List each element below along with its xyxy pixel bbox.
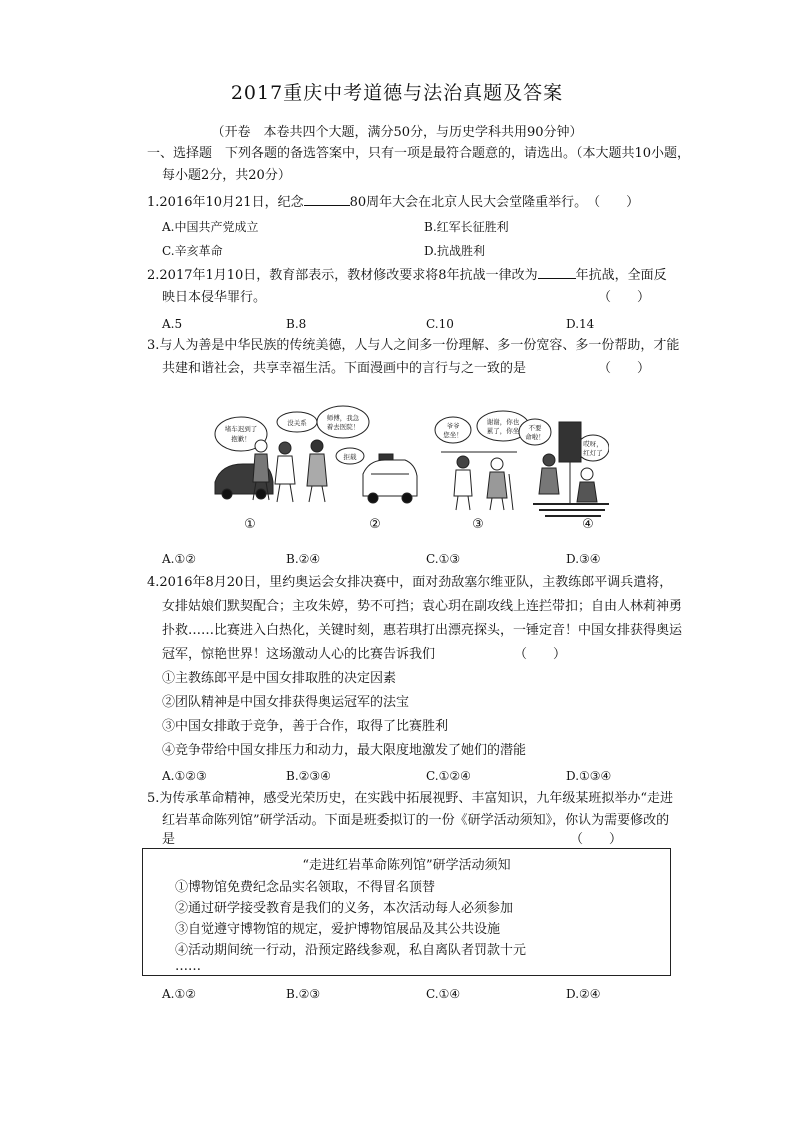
comic-panel-3: [435, 411, 529, 532]
question-2-stem-part-b: 年抗战，全面反: [575, 268, 667, 283]
question-2-stem-cont: 映日本侵华罪行。: [162, 290, 267, 305]
bubble-text: 累了，你坐: [486, 427, 520, 435]
wheel-icon: [256, 489, 266, 499]
page-title: 2017重庆中考道德与法治真题及答案: [230, 82, 564, 104]
person-body-icon: [275, 456, 295, 484]
option-b: B.②③: [286, 987, 321, 1001]
panel-label: ①: [244, 517, 256, 532]
crosswalk-icon: [533, 504, 609, 516]
answer-paren: （ ）: [598, 290, 651, 305]
option-d: D.14: [566, 317, 595, 331]
panel-label: ③: [472, 517, 484, 532]
option-c: C.辛亥革命: [162, 244, 223, 258]
notice-item-1: ①博物馆免费纪念品实名领取，不得冒名顶替: [175, 880, 436, 895]
notice-item-3: ③自觉遵守博物馆的规定，爱护博物馆展品及其公共设施: [175, 922, 501, 937]
panel-label: ②: [369, 517, 381, 532]
person-head-icon: [457, 456, 469, 468]
question-1-stem-part-b: 80周年大会在北京人民大会堂隆重举行。 （ ）: [349, 195, 640, 210]
person-head-icon: [311, 440, 323, 452]
speech-bubble: [435, 417, 471, 443]
wheel-icon: [368, 493, 378, 503]
question-4-stem-cont: 女排姑娘们默契配合；主攻朱婷，势不可挡；袁心玥在副攻线上连拦带扣；自由人林莉神勇: [162, 599, 683, 614]
option-c: C.①③: [426, 552, 461, 566]
bubble-text: 师傅，我急: [326, 414, 360, 422]
comic-panel-1: [215, 412, 317, 532]
person-body-icon: [454, 470, 472, 496]
person-legs-icon: [277, 484, 293, 502]
question-5-stem: 5.为传承革命精神，感受光荣历史，在实践中拓展视野、丰富知识，九年级某班拟举办“走进: [147, 791, 674, 806]
question-3-stem-cont: 共建和谐社会，共享幸福生活。下面漫画中的言行与之一致的是: [162, 361, 527, 376]
cane-icon: [509, 474, 513, 510]
person-head-icon: [255, 440, 267, 452]
option-a: A.①②: [162, 552, 196, 566]
speech-bubble: [317, 406, 369, 438]
bubble-text: 爷爷: [446, 422, 460, 430]
answer-blank: [538, 266, 576, 279]
question-1-stem-part-a: 1.2016年10月21日，纪念: [147, 195, 304, 210]
option-a: A.5: [162, 317, 183, 331]
question-4-stem-cont: 冠军，惊艳世界！这场激动人心的比赛告诉我们: [162, 647, 436, 662]
person-head-icon: [581, 468, 593, 480]
person-body-icon: [307, 454, 327, 486]
taxi-sign-icon: [379, 454, 393, 460]
notice-box: [142, 848, 671, 976]
question-5-stem-cont: 红岩革命陈列馆”研学活动。下面是班委拟订的一份《研学活动须知》，你认为需要修改的: [162, 813, 670, 828]
option-d: D.抗战胜利: [424, 244, 486, 258]
comic-strip: [213, 404, 609, 532]
option-b: B.②③④: [286, 769, 331, 783]
exam-subtitle: （开卷 本卷共四个大题，满分50分，与历史学科共用90分钟）: [211, 125, 583, 140]
bubble-text: 红灯了: [583, 449, 603, 457]
wheel-icon: [222, 489, 232, 499]
person-legs-icon: [456, 496, 470, 510]
answer-paren: （ ）: [598, 361, 651, 376]
option-d: D.③④: [566, 552, 601, 566]
elderly-head-icon: [491, 458, 503, 470]
option-c: C.①②④: [426, 769, 471, 783]
notice-title: “走进红岩革命陈列馆”研学活动须知: [302, 858, 511, 873]
person-body-icon: [487, 472, 507, 498]
statement-1: ①主教练郎平是中国女排取胜的决定因素: [162, 671, 397, 686]
notice-ellipsis: ……: [175, 959, 201, 974]
option-b: B.8: [286, 317, 307, 331]
option-c: C.10: [426, 317, 454, 331]
comic-panel-2: [307, 406, 417, 532]
question-3-stem: 3.与人为善是中华民族的传统美德，人与人之间多一份理解、多一份宽容、多一份帮助，才能: [147, 338, 680, 353]
statement-2: ②团队精神是中国女排获得奥运冠军的法宝: [162, 695, 410, 710]
option-a: A.中国共产党成立: [162, 220, 259, 234]
panel-label: ④: [582, 517, 594, 532]
person-legs-icon: [490, 498, 504, 510]
notice-item-4: ④活动期间统一行动，沿预定路线参观，私自离队者罚款十元: [175, 943, 527, 958]
option-c: C.①④: [426, 987, 461, 1001]
bubble-text: 不要: [528, 424, 542, 432]
taxi-icon: [363, 460, 417, 496]
person-body-icon: [539, 468, 559, 494]
bubble-text: 命啦！: [525, 433, 545, 441]
answer-paren: （ ）: [514, 647, 567, 662]
option-b: B.②④: [286, 552, 321, 566]
question-4-stem-cont: 扑救……比赛进入白热化，关键时刻，惠若琪打出漂亮探头，一锤定音！中国女排获得奥运: [162, 623, 683, 638]
comic-panel-4: [519, 419, 609, 532]
statement-4: ④竞争带给中国女排压力和动力，最大限度地激发了她们的潜能: [162, 743, 527, 758]
bubble-text: 拒载: [343, 453, 357, 461]
option-a: A.①②③: [162, 769, 207, 783]
person-head-icon: [543, 454, 555, 466]
question-1-stem: [147, 193, 639, 211]
notice-item-2: ②通过研学接受教育是我们的义务，本次活动每人必须参加: [175, 901, 514, 916]
statement-3: ③中国女排敢于竞争，善于合作，取得了比赛胜利: [162, 719, 449, 734]
bubble-text: 哎呀，: [583, 440, 603, 448]
person-legs-icon: [309, 486, 325, 502]
option-b: B.红军长征胜利: [424, 220, 509, 234]
bubble-text: 着去医院！: [326, 423, 360, 431]
speech-bubble: [519, 419, 551, 445]
question-2-stem-part-a: 2.2017年1月10日，教育部表示，教材修改要求将8年抗战一律改为: [147, 268, 538, 283]
person-body-icon: [577, 482, 597, 502]
speech-bubble: [577, 435, 609, 461]
bubble-text: 您坐！: [443, 431, 463, 439]
person-head-icon: [279, 442, 291, 454]
person-body-icon: [253, 454, 269, 482]
bubble-text: 谢谢，你也: [486, 418, 520, 426]
question-2-stem: [147, 266, 667, 284]
bubble-text: 没关系: [287, 419, 307, 427]
section-heading-cont: 每小题2分，共20分）: [162, 168, 291, 183]
bubble-text: 抱歉！: [231, 435, 251, 443]
question-5-stem-cont: 是: [162, 832, 176, 847]
answer-blank: [304, 193, 350, 206]
option-d: D.②④: [566, 987, 601, 1001]
bubble-text: 堵车迟到了: [224, 425, 258, 433]
section-heading: 一、选择题 下列各题的备选答案中，只有一项是最符合题意的，请选出。（本大题共10小题，: [147, 146, 691, 161]
answer-paren: （ ）: [570, 832, 623, 847]
wheel-icon: [402, 493, 412, 503]
traffic-light-icon: [559, 422, 581, 462]
option-a: A.①②: [162, 987, 196, 1001]
option-d: D.①③④: [566, 769, 612, 783]
question-4-stem: 4.2016年8月20日，里约奥运会女排决赛中，面对劲敌塞尔维亚队，主教练郎平调兵遣将，: [147, 575, 673, 590]
